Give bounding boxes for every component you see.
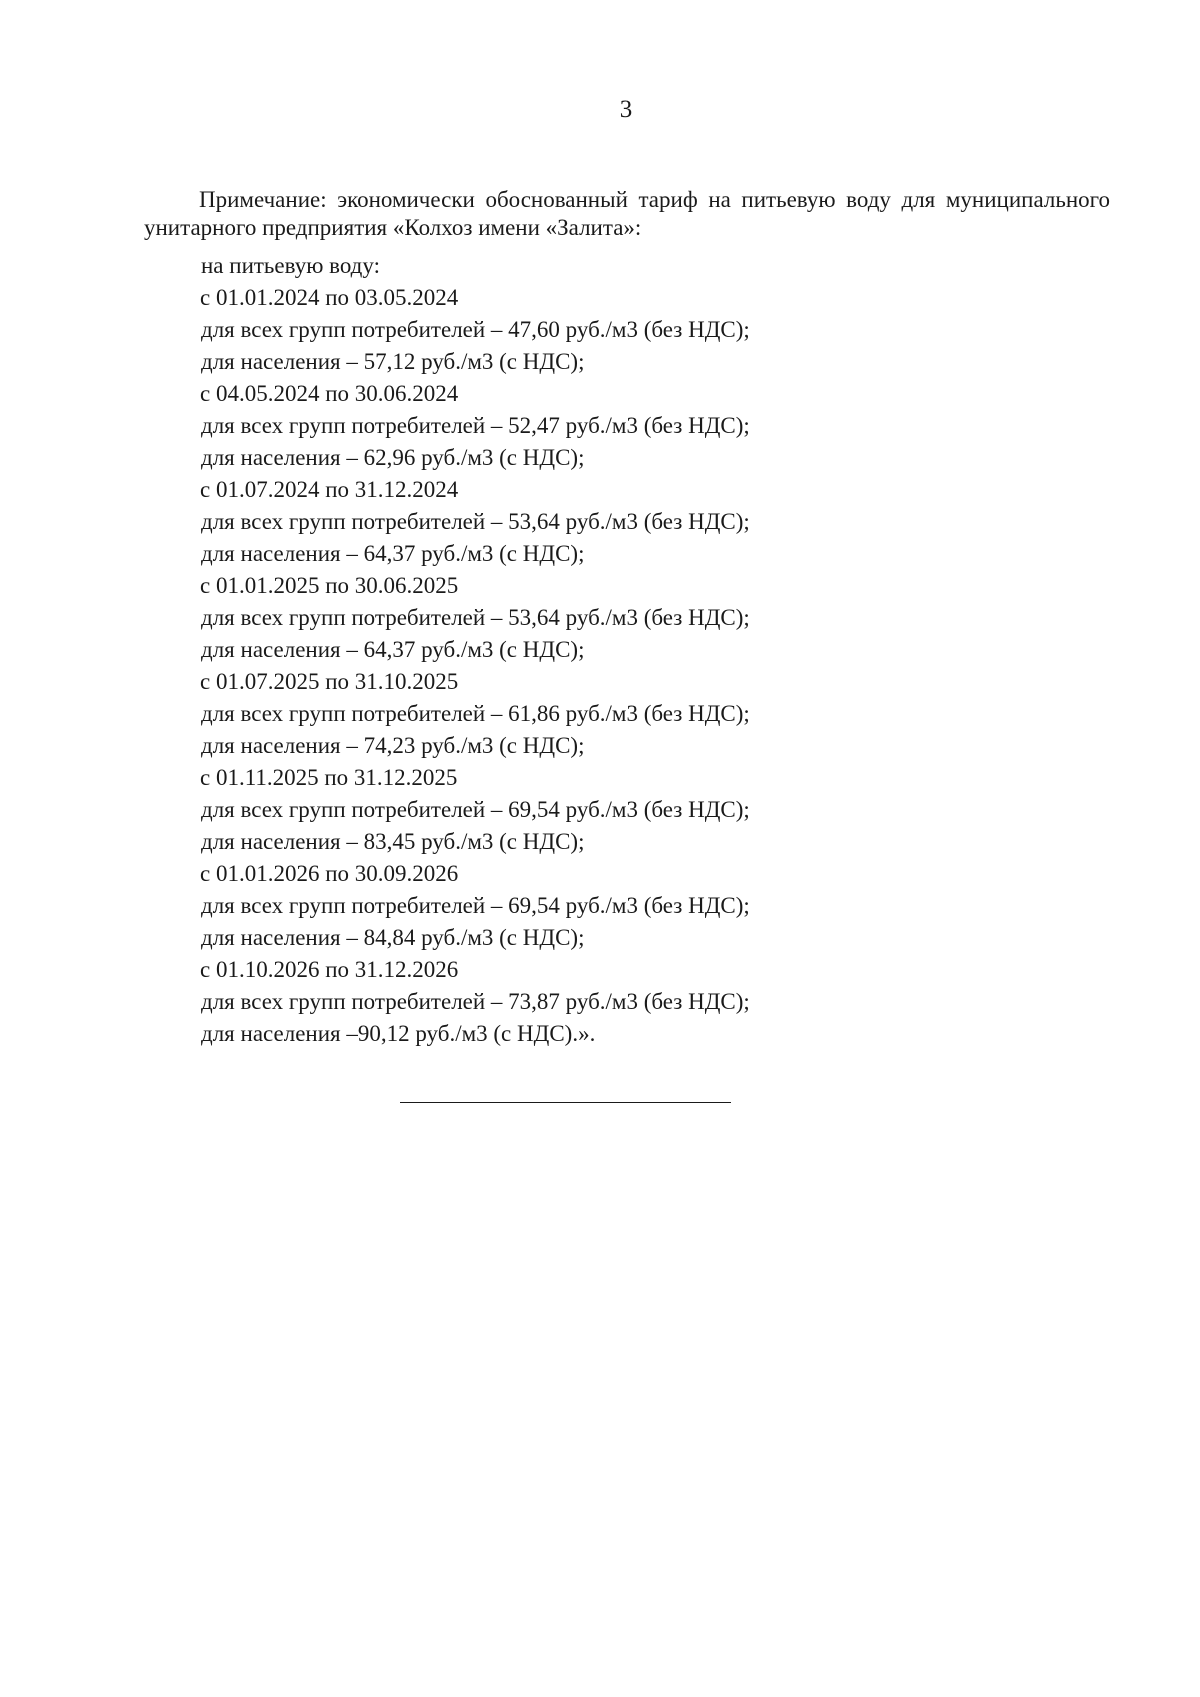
tariff-list [201,250,750,1050]
tariff-period: с 01.01.2026 по 30.09.2026 [200,861,459,886]
tariff-period: с 01.10.2026 по 31.12.2026 [200,957,459,982]
note-intro: Примечание: экономически обоснованный тариф на питьевую воду для муниципального унитарного предприятия «Колхоз имени «Залита»: [144,187,1110,240]
tariff-population: для населения – 57,12 руб./м3 (с НДС); [201,349,585,374]
tariff-all-consumers: для всех групп потребителей – 53,64 руб./м3 (без НДС); [201,509,750,534]
tariff-all-consumers: для всех групп потребителей – 53,64 руб./м3 (без НДС); [201,605,750,630]
page-number: 3 [619,96,633,123]
tariff-period: с 01.07.2024 по 31.12.2024 [200,477,459,502]
tariff-population: для населения – 64,37 руб./м3 (с НДС); [201,637,585,662]
tariff-all-consumers: для всех групп потребителей – 69,54 руб./м3 (без НДС); [201,797,750,822]
tariff-period: с 01.01.2025 по 30.06.2025 [200,573,459,598]
tariff-subject: на питьевую воду: [201,253,380,278]
tariff-period: с 01.01.2024 по 03.05.2024 [200,285,459,310]
closing-divider-line [400,1102,731,1103]
tariff-population: для населения – 74,23 руб./м3 (с НДС); [201,733,585,758]
tariff-all-consumers: для всех групп потребителей – 61,86 руб./м3 (без НДС); [201,701,750,726]
tariff-population: для населения – 84,84 руб./м3 (с НДС); [201,925,585,950]
tariff-population: для населения –90,12 руб./м3 (с НДС).». [201,1021,596,1046]
tariff-period: с 01.11.2025 по 31.12.2025 [200,765,458,790]
tariff-all-consumers: для всех групп потребителей – 52,47 руб./м3 (без НДС); [201,413,750,438]
note-block [144,186,1110,242]
tariff-population: для населения – 64,37 руб./м3 (с НДС); [201,541,585,566]
tariff-all-consumers: для всех групп потребителей – 47,60 руб./м3 (без НДС); [201,317,750,342]
tariff-period: с 04.05.2024 по 30.06.2024 [200,381,459,406]
tariff-population: для населения – 62,96 руб./м3 (с НДС); [201,445,585,470]
tariff-period: с 01.07.2025 по 31.10.2025 [200,669,459,694]
tariff-all-consumers: для всех групп потребителей – 73,87 руб./м3 (без НДС); [201,989,750,1014]
tariff-population: для населения – 83,45 руб./м3 (с НДС); [201,829,585,854]
tariff-all-consumers: для всех групп потребителей – 69,54 руб./м3 (без НДС); [201,893,750,918]
